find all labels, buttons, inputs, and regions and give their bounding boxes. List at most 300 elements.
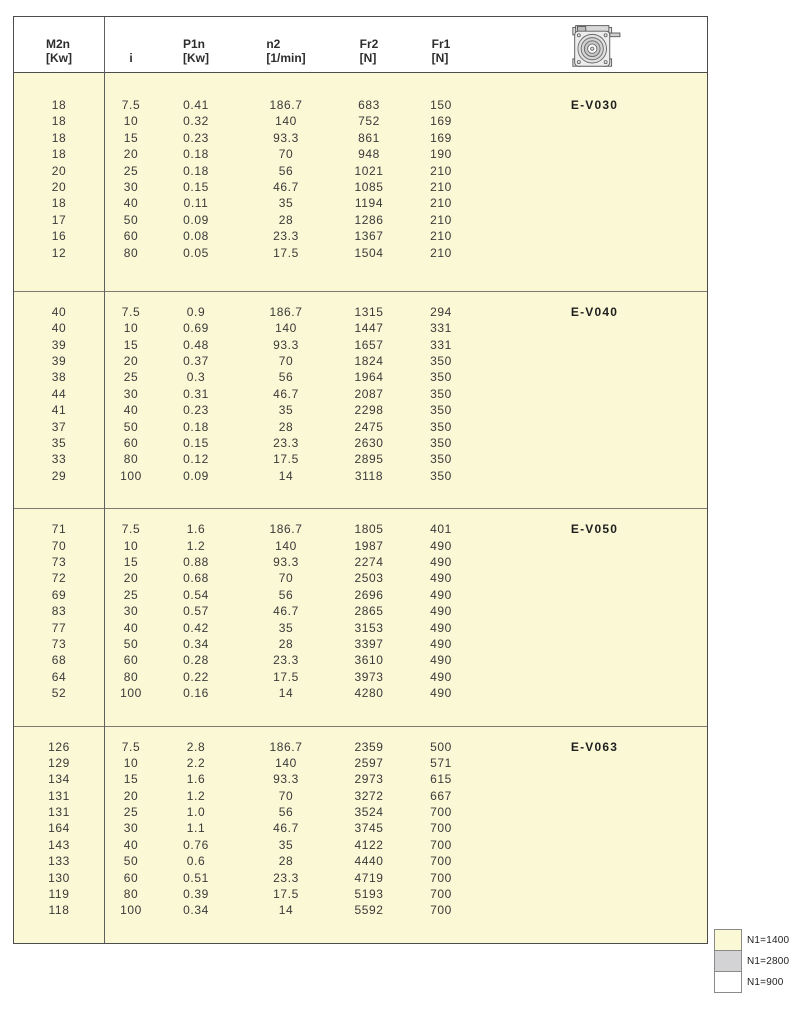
header-p1n-label: P1n [183, 37, 206, 51]
table-cell: 331 [430, 321, 452, 336]
table-row [14, 570, 707, 586]
table-cell: 50 [123, 419, 139, 434]
table-cell: 29 [51, 468, 67, 483]
table-row [14, 739, 707, 755]
table-cell: 401 [430, 522, 452, 537]
table-row [14, 652, 707, 668]
table-cell: 17.5 [273, 452, 299, 467]
table-cell: 186.7 [269, 522, 303, 537]
table-cell: 0.23 [183, 130, 209, 145]
legend-label: N1=2800 [747, 955, 790, 967]
table-row [14, 636, 707, 652]
table-cell: 20 [123, 147, 139, 162]
table-cell: 68 [51, 653, 67, 668]
table-cell: 20 [51, 163, 67, 178]
header-m2n-unit: [Kw] [46, 51, 72, 65]
table-row [14, 320, 707, 336]
header-p1n-unit: [Kw] [183, 51, 209, 65]
table-cell: 2.8 [186, 739, 206, 754]
model-label: E-V030 [570, 98, 619, 112]
table-row [14, 369, 707, 385]
table-cell: 46.7 [273, 386, 299, 401]
table-cell: 3973 [354, 669, 384, 684]
table-cell: 615 [430, 772, 452, 787]
table-cell: 169 [430, 130, 452, 145]
table-cell: 4719 [354, 870, 384, 885]
table-cell: 126 [48, 739, 70, 754]
table-cell: 140 [275, 114, 297, 129]
table-cell: 700 [430, 903, 452, 918]
table-cell: 35 [278, 620, 294, 635]
header-m2n-label: M2n [46, 37, 70, 51]
table-cell: 350 [430, 354, 452, 369]
table-cell: 3745 [354, 821, 384, 836]
table-cell: 69 [51, 587, 67, 602]
table-row [14, 804, 707, 820]
table-cell: 72 [51, 571, 67, 586]
table-cell: 210 [430, 179, 452, 194]
table-cell: 2630 [354, 436, 384, 451]
worm-gearbox-icon [567, 21, 623, 69]
table-cell: 17.5 [273, 887, 299, 902]
table-cell: 490 [430, 538, 452, 553]
table-cell: 133 [48, 854, 70, 869]
table-cell: 1.6 [186, 522, 206, 537]
table-cell: 28 [278, 854, 294, 869]
table-cell: 0.57 [183, 604, 209, 619]
table-cell: 80 [123, 669, 139, 684]
table-cell: 35 [278, 196, 294, 211]
table-cell: 71 [51, 522, 67, 537]
table-cell: 752 [358, 114, 380, 129]
table-cell: 1.1 [186, 821, 206, 836]
table-cell: 1.0 [186, 805, 206, 820]
table-cell: 93.3 [273, 772, 299, 787]
table-cell: 0.12 [183, 452, 209, 467]
table-cell: 15 [123, 337, 139, 352]
table-cell: 23.3 [273, 229, 299, 244]
table-row [14, 603, 707, 619]
table-cell: 3524 [354, 805, 384, 820]
table-cell: 0.32 [183, 114, 209, 129]
table-cell: 0.09 [183, 468, 209, 483]
table-cell: 40 [51, 304, 67, 319]
table-cell: 40 [123, 403, 139, 418]
model-group-e-v063 [14, 726, 707, 943]
table-cell: 0.11 [183, 196, 209, 211]
table-cell: 186.7 [269, 739, 303, 754]
table-cell: 1987 [354, 538, 384, 553]
table-cell: 490 [430, 669, 452, 684]
table-cell: 18 [51, 147, 67, 162]
table-cell: 0.39 [183, 887, 209, 902]
header-fr2-label: Fr2 [359, 37, 379, 51]
table-cell: 5193 [354, 887, 384, 902]
table-cell: 490 [430, 620, 452, 635]
gearbox-spec-table [13, 16, 708, 944]
table-cell: 30 [123, 604, 139, 619]
table-cell: 169 [430, 114, 452, 129]
table-cell: 331 [430, 337, 452, 352]
table-cell: 0.08 [183, 229, 209, 244]
table-cell: 80 [123, 452, 139, 467]
table-row [14, 419, 707, 435]
table-cell: 1315 [354, 304, 384, 319]
table-cell: 10 [123, 755, 139, 770]
table-cell: 25 [123, 587, 139, 602]
table-cell: 73 [51, 554, 67, 569]
table-cell: 3397 [354, 636, 384, 651]
table-cell: 0.15 [183, 436, 209, 451]
table-cell: 1286 [354, 212, 384, 227]
table-cell: 80 [123, 887, 139, 902]
table-cell: 0.41 [183, 98, 209, 112]
table-cell: 10 [123, 114, 139, 129]
table-cell: 15 [123, 130, 139, 145]
table-cell: 40 [123, 837, 139, 852]
table-cell: 1367 [354, 229, 384, 244]
header-fr1-label: Fr1 [431, 37, 451, 51]
table-cell: 7.5 [121, 98, 141, 112]
table-cell: 1504 [354, 245, 384, 260]
table-cell: 490 [430, 604, 452, 619]
table-cell: 100 [120, 686, 142, 701]
table-row [14, 179, 707, 195]
table-cell: 0.31 [183, 386, 209, 401]
table-cell: 70 [278, 354, 294, 369]
table-cell: 60 [123, 436, 139, 451]
table-row [14, 886, 707, 902]
table-cell: 2696 [354, 587, 384, 602]
table-cell: 164 [48, 821, 70, 836]
table-cell: 23.3 [273, 436, 299, 451]
table-row [14, 163, 707, 179]
model-group-e-v040 [14, 291, 707, 508]
header-fr2-unit: [N] [359, 51, 377, 65]
table-cell: 28 [278, 636, 294, 651]
table-cell: 56 [278, 587, 294, 602]
table-cell: 1964 [354, 370, 384, 385]
table-cell: 46.7 [273, 821, 299, 836]
table-cell: 100 [120, 468, 142, 483]
table-cell: 30 [123, 821, 139, 836]
table-cell: 490 [430, 587, 452, 602]
table-cell: 18 [51, 130, 67, 145]
table-cell: 131 [48, 788, 70, 803]
table-cell: 93.3 [273, 337, 299, 352]
table-cell: 56 [278, 370, 294, 385]
table-cell: 948 [358, 147, 380, 162]
table-cell: 23.3 [273, 870, 299, 885]
table-cell: 119 [48, 887, 70, 902]
table-cell: 1447 [354, 321, 384, 336]
table-cell: 25 [123, 163, 139, 178]
table-cell: 73 [51, 636, 67, 651]
table-cell: 56 [278, 805, 294, 820]
table-cell: 20 [123, 788, 139, 803]
table-cell: 571 [430, 755, 452, 770]
table-cell: 1805 [354, 522, 384, 537]
table-row [14, 435, 707, 451]
table-cell: 2503 [354, 571, 384, 586]
table-cell: 210 [430, 163, 452, 178]
table-cell: 15 [123, 554, 139, 569]
table-cell: 140 [275, 755, 297, 770]
header-i [104, 51, 158, 72]
table-row [14, 113, 707, 129]
header-m2n [14, 37, 104, 72]
table-row [14, 755, 707, 771]
table-row [14, 353, 707, 369]
table-cell: 130 [48, 870, 70, 885]
legend-swatch [714, 950, 742, 972]
table-cell: 700 [430, 870, 452, 885]
table-row [14, 669, 707, 685]
table-cell: 350 [430, 436, 452, 451]
legend-label: N1=900 [747, 976, 784, 988]
table-cell: 118 [48, 903, 70, 918]
table-cell: 140 [275, 321, 297, 336]
table-cell: 134 [48, 772, 70, 787]
table-cell: 0.9 [186, 304, 206, 319]
table-cell: 210 [430, 245, 452, 260]
header-fr1-unit: [N] [431, 51, 449, 65]
table-cell: 33 [51, 452, 67, 467]
table-cell: 7.5 [121, 304, 141, 319]
table-cell: 35 [278, 403, 294, 418]
table-row [14, 468, 707, 484]
table-cell: 0.69 [183, 321, 209, 336]
table-cell: 30 [123, 179, 139, 194]
table-cell: 12 [51, 245, 67, 260]
table-cell: 60 [123, 653, 139, 668]
table-cell: 4122 [354, 837, 384, 852]
header-n2-label: n2 [266, 37, 281, 51]
table-cell: 2.2 [186, 755, 206, 770]
table-cell: 210 [430, 212, 452, 227]
table-row [14, 554, 707, 570]
legend-swatch [714, 971, 742, 993]
table-cell: 3153 [354, 620, 384, 635]
table-cell: 350 [430, 370, 452, 385]
table-row [14, 245, 707, 261]
table-cell: 150 [430, 98, 452, 112]
table-cell: 10 [123, 538, 139, 553]
table-cell: 28 [278, 419, 294, 434]
table-cell: 20 [123, 354, 139, 369]
table-row [14, 771, 707, 787]
table-cell: 56 [278, 163, 294, 178]
table-cell: 2865 [354, 604, 384, 619]
table-cell: 0.42 [183, 620, 209, 635]
table-row [14, 837, 707, 853]
table-cell: 46.7 [273, 604, 299, 619]
table-cell: 4440 [354, 854, 384, 869]
table-cell: 44 [51, 386, 67, 401]
table-cell: 0.23 [183, 403, 209, 418]
table-cell: 500 [430, 739, 452, 754]
table-cell: 490 [430, 686, 452, 701]
model-group-e-v030 [14, 73, 707, 291]
table-cell: 0.15 [183, 179, 209, 194]
table-cell: 25 [123, 370, 139, 385]
table-cell: 1.2 [186, 788, 206, 803]
table-cell: 350 [430, 468, 452, 483]
table-cell: 35 [51, 436, 67, 451]
table-cell: 10 [123, 321, 139, 336]
table-cell: 1824 [354, 354, 384, 369]
table-cell: 0.22 [183, 669, 209, 684]
table-cell: 294 [430, 304, 452, 319]
table-cell: 3610 [354, 653, 384, 668]
table-cell: 17.5 [273, 245, 299, 260]
table-cell: 5592 [354, 903, 384, 918]
header-fr2 [338, 37, 400, 72]
table-cell: 38 [51, 370, 67, 385]
table-cell: 77 [51, 620, 67, 635]
header-p1n [158, 37, 234, 72]
table-cell: 40 [123, 620, 139, 635]
table-cell: 143 [48, 837, 70, 852]
table-cell: 7.5 [121, 739, 141, 754]
table-row [14, 337, 707, 353]
table-cell: 0.09 [183, 212, 209, 227]
table-cell: 20 [51, 179, 67, 194]
table-cell: 0.76 [183, 837, 209, 852]
legend-item [714, 950, 789, 972]
table-cell: 0.48 [183, 337, 209, 352]
table-cell: 60 [123, 229, 139, 244]
table-cell: 700 [430, 821, 452, 836]
table-cell: 18 [51, 98, 67, 112]
table-cell: 683 [358, 98, 380, 112]
table-cell: 0.28 [183, 653, 209, 668]
table-cell: 50 [123, 212, 139, 227]
table-row [14, 386, 707, 402]
table-cell: 140 [275, 538, 297, 553]
table-cell: 0.51 [183, 870, 209, 885]
table-cell: 2895 [354, 452, 384, 467]
legend-item [714, 929, 789, 951]
table-cell: 46.7 [273, 179, 299, 194]
table-row [14, 97, 707, 113]
table-cell: 70 [278, 788, 294, 803]
table-cell: 210 [430, 196, 452, 211]
table-cell: 30 [123, 386, 139, 401]
table-cell: 131 [48, 805, 70, 820]
table-cell: 93.3 [273, 130, 299, 145]
table-cell: 80 [123, 245, 139, 260]
model-label: E-V063 [570, 739, 619, 754]
table-cell: 1.2 [186, 538, 206, 553]
table-cell: 0.88 [183, 554, 209, 569]
table-cell: 18 [51, 196, 67, 211]
table-cell: 40 [123, 196, 139, 211]
table-cell: 16 [51, 229, 67, 244]
table-cell: 1.6 [186, 772, 206, 787]
table-cell: 2973 [354, 772, 384, 787]
table-cell: 700 [430, 854, 452, 869]
table-row [14, 587, 707, 603]
header-n2-unit: [1/min] [266, 51, 306, 65]
table-row [14, 228, 707, 244]
table-row [14, 146, 707, 162]
table-cell: 0.6 [186, 854, 206, 869]
table-cell: 15 [123, 772, 139, 787]
table-cell: 490 [430, 653, 452, 668]
table-cell: 64 [51, 669, 67, 684]
table-cell: 0.05 [183, 245, 209, 260]
table-row [14, 130, 707, 146]
table-row [14, 820, 707, 836]
table-cell: 0.18 [183, 419, 209, 434]
table-row [14, 538, 707, 554]
table-cell: 0.16 [183, 686, 209, 701]
table-cell: 37 [51, 419, 67, 434]
legend-swatch [714, 929, 742, 951]
table-cell: 186.7 [269, 304, 303, 319]
table-cell: 70 [278, 147, 294, 162]
table-row [14, 685, 707, 701]
table-cell: 70 [278, 571, 294, 586]
table-cell: 93.3 [273, 554, 299, 569]
table-cell: 490 [430, 636, 452, 651]
model-label: E-V040 [570, 304, 619, 319]
header-icon-cell [482, 21, 707, 69]
table-cell: 700 [430, 837, 452, 852]
table-cell: 70 [51, 538, 67, 553]
table-cell: 2298 [354, 403, 384, 418]
table-cell: 4280 [354, 686, 384, 701]
legend-label: N1=1400 [747, 934, 790, 946]
table-cell: 1021 [354, 163, 384, 178]
table-cell: 35 [278, 837, 294, 852]
table-cell: 3118 [354, 468, 384, 483]
table-cell: 667 [430, 788, 452, 803]
table-cell: 350 [430, 386, 452, 401]
model-group-e-v050 [14, 508, 707, 725]
table-cell: 0.18 [183, 163, 209, 178]
header-n2 [234, 37, 338, 72]
table-cell: 2087 [354, 386, 384, 401]
table-row [14, 870, 707, 886]
table-cell: 50 [123, 636, 139, 651]
table-cell: 190 [430, 147, 452, 162]
table-cell: 700 [430, 887, 452, 902]
table-cell: 2359 [354, 739, 384, 754]
table-cell: 39 [51, 354, 67, 369]
model-label: E-V050 [570, 522, 619, 537]
table-body [14, 73, 707, 943]
table-cell: 1085 [354, 179, 384, 194]
table-cell: 0.34 [183, 903, 209, 918]
table-cell: 50 [123, 854, 139, 869]
table-cell: 41 [51, 403, 67, 418]
table-cell: 18 [51, 114, 67, 129]
table-row [14, 212, 707, 228]
table-cell: 129 [48, 755, 70, 770]
table-header [14, 17, 707, 73]
legend-item [714, 971, 789, 993]
table-row [14, 304, 707, 320]
table-cell: 2274 [354, 554, 384, 569]
table-cell: 1194 [354, 196, 384, 211]
table-cell: 490 [430, 571, 452, 586]
table-cell: 0.3 [186, 370, 206, 385]
speed-legend [714, 929, 789, 993]
table-cell: 14 [278, 686, 294, 701]
table-cell: 100 [120, 903, 142, 918]
